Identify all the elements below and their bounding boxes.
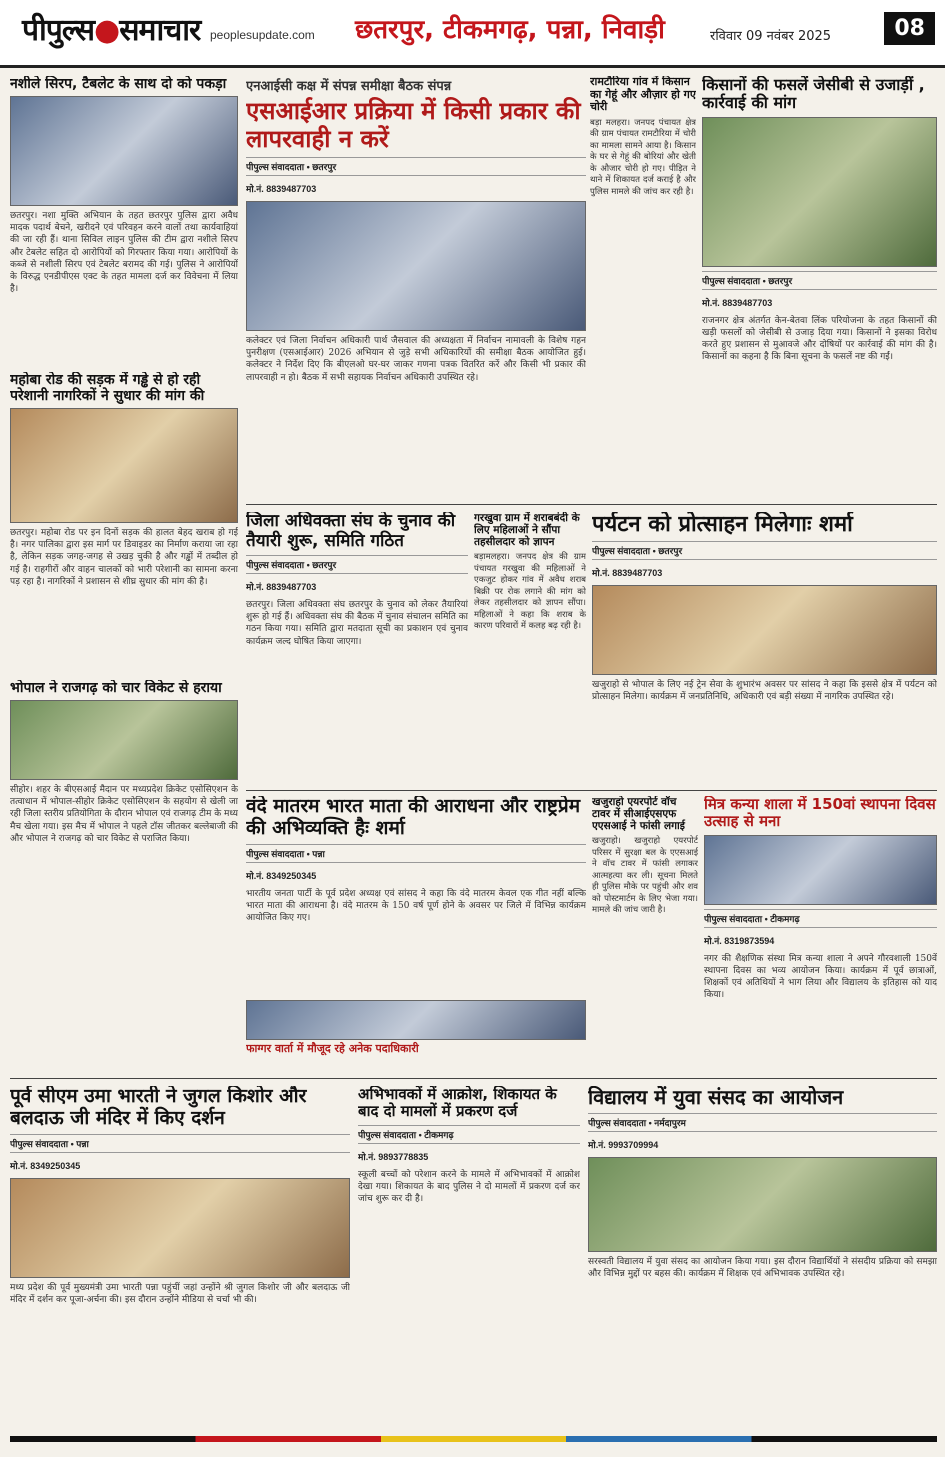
headline: वंदे मातरम भारत माता की आराधना और राष्ट्रप्रेम की अभिव्यक्ति हैः शर्मा	[246, 796, 581, 839]
mobile-number: मो.नं. 8839487703	[592, 568, 663, 579]
headline: एसआईआर प्रक्रिया में किसी प्रकार की लापरवाही न करें	[246, 97, 581, 153]
newspaper-logo: पीपुल्स●समाचार	[22, 13, 201, 48]
mobile-number: मो.नं. 8319873594	[704, 935, 775, 946]
byline: पीपुल्स संवाददाता • टीकमगढ़	[704, 909, 937, 928]
story-photo	[702, 117, 937, 267]
headline: पर्यटन को प्रोत्साहन मिलेगाः शर्मा	[592, 512, 853, 537]
story-text: भारतीय जनता पार्टी के पूर्व प्रदेश अध्यक्ष एवं सांसद ने कहा कि वंदे मातरम केवल एक गीत नहीं बल्कि भारत माता की आराधना है। वंदे मातरम के 150 वर्ष पूर्ण होने के अवसर पर जिले में विभिन्न कार्यक्रम आयोजित किए गए।	[246, 888, 586, 923]
headline: महोबा रोड की सड़क में गड्ढे से हो रही परेशानी नागरिकों ने सुधार की मांग की	[10, 372, 205, 405]
story-photo	[10, 408, 238, 523]
byline: पीपुल्स संवाददाता • छतरपुर	[702, 271, 937, 290]
mobile-number: मो.नं. 9893778835	[358, 1151, 429, 1162]
story-theft	[590, 76, 696, 496]
headline: गरखुवा ग्राम में शराबबंदी के लिए महिलाओं ने सौंपा तहसीलदार को ज्ञापन	[474, 512, 580, 549]
logo-part-1: पीपुल्स	[22, 13, 95, 48]
byline: पीपुल्स संवाददाता • पन्ना	[246, 844, 586, 863]
story-youth-parliament	[588, 1086, 937, 1426]
headline: मित्र कन्या शाला में 150वां स्थापना दिवस उत्साह से मना	[704, 796, 936, 831]
headline: नशीले सिरप, टैबलेट के साथ दो को पकड़ा	[10, 76, 227, 92]
story-vande-mataram	[246, 796, 586, 996]
story-mahoba-road	[10, 372, 238, 672]
headline: भोपाल ने राजगढ़ को चार विकेट से हराया	[10, 680, 222, 696]
story-text: कलेक्टर एवं जिला निर्वाचन अधिकारी पार्थ जैसवाल की अध्यक्षता में निर्वाचन नामावली के विशेष गहन पुनरीक्षण (एसआईआर) 2026 अभियान से जुड़े सभी अधिकारियों की समीक्षा बैठक आयोजित हुई। कलेक्टर ने निर्देश दिए कि बीएलओ घर-घर जाकर गणना पत्रक वितरित करें और किसी भी प्रकार की लापरवाही न हो। बैठक में सभी सहायक निर्वाचन अधिकारी उपस्थित रहे।	[246, 336, 586, 383]
edition-date: रविवार 09 नवंबर 2025	[710, 29, 832, 44]
byline: पीपुल्स संवाददाता • छतरपुर	[592, 541, 937, 560]
divider	[246, 790, 937, 791]
logo-part-2: समाचार	[119, 13, 201, 48]
mobile-number: मो.नं. 8839487703	[246, 582, 317, 593]
byline: पीपुल्स संवाददाता • पन्ना	[10, 1134, 350, 1153]
photo-caption: फाग्गर वार्ता में मौजूद रहे अनेक पदाधिकारी	[246, 1042, 419, 1055]
story-text: खजुराहो से भोपाल के लिए नई ट्रेन सेवा के शुभारंभ अवसर पर सांसद ने कहा कि इससे क्षेत्र में पर्यटन को प्रोत्साहन मिलेगा। कार्यक्रम में जनप्रतिनिधि, अधिकारी एवं बड़ी संख्या में नागरिक उपस्थित रहे।	[592, 680, 937, 703]
headline: पूर्व सीएम उमा भारती ने जुगल किशोर और बलदाऊ जी मंदिर में किए दर्शन	[10, 1086, 307, 1129]
story-text: नगर की शैक्षणिक संस्था मित्र कन्या शाला ने अपने गौरवशाली 150वें स्थापना दिवस का भव्य आयोजन किया। कार्यक्रम में पूर्व छात्राओं, शिक्षकों एवं अतिथियों ने भाग लिया और विद्यालय के इतिहास को याद किया।	[704, 953, 937, 1000]
byline: पीपुल्स संवाददाता • छतरपुर	[246, 157, 586, 176]
divider	[10, 1078, 937, 1079]
story-photo	[10, 700, 238, 780]
story-photo	[588, 1157, 937, 1252]
story-cisf-suicide	[592, 796, 698, 1070]
story-photo	[246, 1000, 586, 1040]
story-text: छतरपुर। नशा मुक्ति अभियान के तहत छतरपुर पुलिस द्वारा अवैध मादक पदार्थ बेचने, खरीदने एवं परिवहन करने वालों तथा कार्यवाहियां की जा रही हैं। थाना सिविल लाइन पुलिस की टीम द्वारा नशीले सिरप और टेबलेट सहित दो आरोपियों को गिरफ्तार किया गया। आरोपियों के कब्जे से नशीली सिरप एवं टेबलेट बरामद की गई। पुलिस ने आरोपियों के विरुद्ध एनडीपीएस एक्ट के तहत मामला दर्ज कर विवेचना में लिया है।	[10, 211, 238, 294]
story-text: बड़ा मलहरा। जनपद पंचायत क्षेत्र की ग्राम पंचायत रामटौरिया में चोरी का मामला सामने आया है। किसान के घर से गेहूं की बोरियां और खेती के औजार चोरी हो गए। पीड़ित ने थाने में शिकायत दर्ज कराई है और पुलिस मामले की जांच कर रही है।	[590, 117, 696, 197]
story-lawyers-election	[246, 512, 468, 782]
story-liquor-ban-memo	[474, 512, 586, 782]
story-drugs-arrest	[10, 76, 238, 366]
story-tourism	[592, 512, 937, 782]
story-cricket	[10, 680, 238, 970]
headline: रामटौरिया गांव में किसान का गेहूं और औज़ार हो गए चोरी	[590, 76, 696, 114]
story-sir-review	[246, 76, 586, 496]
story-photo	[10, 96, 238, 206]
kicker: एनआईसी कक्ष में संपन्न समीक्षा बैठक संपन्न	[246, 79, 452, 94]
byline: पीपुल्स संवाददाता • टीकमगढ़	[358, 1125, 580, 1144]
story-text: छतरपुर। महोबा रोड पर इन दिनों सड़क की हालत बेहद खराब हो गई है। नगर पालिका द्वारा इस मार्ग पर डिवाइडर का निर्माण कराया जा रहा है, लेकिन सड़क जगह-जगह से उखड़ चुकी है और गड्ढों में तब्दील हो गई है। राहगीरों और वाहन चालकों को भारी परेशानी का सामना करना पड़ रहा है। नागरिकों ने प्रशासन से शीघ्र सुधार की मांग की है।	[10, 528, 238, 587]
headline: खजुराहो एयरपोर्ट वॉच टावर में सीआईएसएफ एएसआई ने फांसी लगाई	[592, 796, 685, 833]
footer-color-strip	[10, 1436, 937, 1442]
page-number: 08	[884, 12, 935, 45]
story-photo	[246, 201, 586, 331]
story-photo	[704, 835, 937, 905]
story-text: मध्य प्रदेश की पूर्व मुख्यमंत्री उमा भारती पन्ना पहुंचीं जहां उन्होंने श्री जुगल किशोर जी और बलदाऊ जी मंदिर में दर्शन कर पूजा-अर्चना की। इस दौरान उन्होंने मीडिया से चर्चा भी की।	[10, 1282, 350, 1305]
story-photo	[10, 1178, 350, 1278]
byline: पीपुल्स संवाददाता • नर्मदापुरम	[588, 1113, 937, 1132]
story-text: छतरपुर। जिला अधिवक्ता संघ छतरपुर के चुनाव को लेकर तैयारियां शुरू हो गई हैं। अधिवक्ता संघ की बैठक में चुनाव संचालन समिति का गठन किया गया। समिति द्वारा मतदाता सूची का प्रकाशन एवं चुनाव कार्यक्रम जल्द घोषित किया जाएगा।	[246, 600, 468, 647]
story-text: राजनगर क्षेत्र अंतर्गत केन-बेतवा लिंक परियोजना के तहत किसानों की खड़ी फसलों को जेसीबी से उजाड़ दिया गया। किसानों ने इसका विरोध करते हुए प्रशासन से मुआवजे और दोषियों पर कार्रवाई की मांग की है। किसानों का कहना है कि बिना सूचना के फसलें नष्ट की गईं।	[702, 315, 937, 363]
website-url: peoplesupdate.com	[210, 28, 315, 42]
story-uma-bharti	[10, 1086, 350, 1426]
story-mitra-kanya-shala	[704, 796, 937, 1070]
story-parents-outrage	[358, 1086, 580, 1426]
story-text: सीहोर। शहर के बीएसआई मैदान पर मध्यप्रदेश क्रिकेट एसोसिएशन के तत्वाधान में भोपाल-सीहोर क्रिकेट एसोसिएशन के सहयोग से खेली जा रही जिला स्तरीय प्रतियोगिता के दौरान भोपाल एवं राजगढ़ टीम के मध्य मैच खेला गया। इस मैच में भोपाल ने पहले टॉस जीतकर बल्लेबाजी की और भोपाल ने राजगढ़ को चार विकेट से पराजित किया।	[10, 785, 238, 844]
story-vande-caption	[246, 1000, 586, 1070]
mobile-number: मो.नं. 8839487703	[246, 184, 317, 195]
mobile-number: मो.नं. 8839487703	[702, 297, 773, 308]
story-farmers-jcb	[702, 76, 937, 496]
mobile-number: मो.नं. 8349250345	[246, 870, 317, 881]
mobile-number: मो.नं. 9993709994	[588, 1140, 659, 1150]
region-title: छतरपुर, टीकमगढ़, पन्ना, निवाड़ी	[355, 15, 665, 45]
headline: अभिभावकों में आक्रोश, शिकायत के बाद दो मामलों में प्रकरण दर्ज	[358, 1086, 557, 1121]
story-text: खजुराहो। खजुराहो एयरपोर्ट परिसर में सुरक्षा बल के एएसआई ने वॉच टावर में फांसी लगाकर आत्महत्या कर ली। सूचना मिलते ही पुलिस मौके पर पहुंची और शव को पोस्टमार्टम के लिए भेजा गया। मामले की जांच जारी है।	[592, 836, 698, 915]
story-text: स्कूली बच्चों को परेशान करने के मामले में अभिभावकों में आक्रोश देखा गया। शिकायत के बाद पुलिस ने दो मामलों में प्रकरण दर्ज कर जांच शुरू कर दी है।	[358, 1169, 580, 1204]
masthead	[0, 0, 945, 68]
headline: विद्यालय में युवा संसद का आयोजन	[588, 1086, 844, 1109]
story-text: सरस्वती विद्यालय में युवा संसद का आयोजन किया गया। इस दौरान विद्यार्थियों ने संसदीय प्रक्रिया को समझा और विभिन्न मुद्दों पर बहस की। कार्यक्रम में शिक्षक एवं अभिभावक उपस्थित रहे।	[588, 1257, 937, 1280]
divider	[246, 504, 937, 505]
headline: किसानों की फसलें जेसीबी से उजाड़ीं , कार्रवाई की मांग	[702, 76, 925, 113]
mobile-number: मो.नं. 8349250345	[10, 1160, 81, 1171]
story-text: बड़ामलहरा। जनपद क्षेत्र की ग्राम पंचायत गरखुवा की महिलाओं ने एकजुट होकर गांव में अवैध शराब बिक्री पर रोक लगाने की मांग को लेकर तहसीलदार को ज्ञापन सौंपा। महिलाओं ने कहा कि शराब के कारण परिवारों में कलह बढ़ रही है।	[474, 552, 586, 631]
byline: पीपुल्स संवाददाता • छतरपुर	[246, 555, 468, 574]
story-photo	[592, 585, 937, 675]
headline: जिला अधिवक्ता संघ के चुनाव की तैयारी शुरू, समिति गठित	[246, 512, 456, 551]
